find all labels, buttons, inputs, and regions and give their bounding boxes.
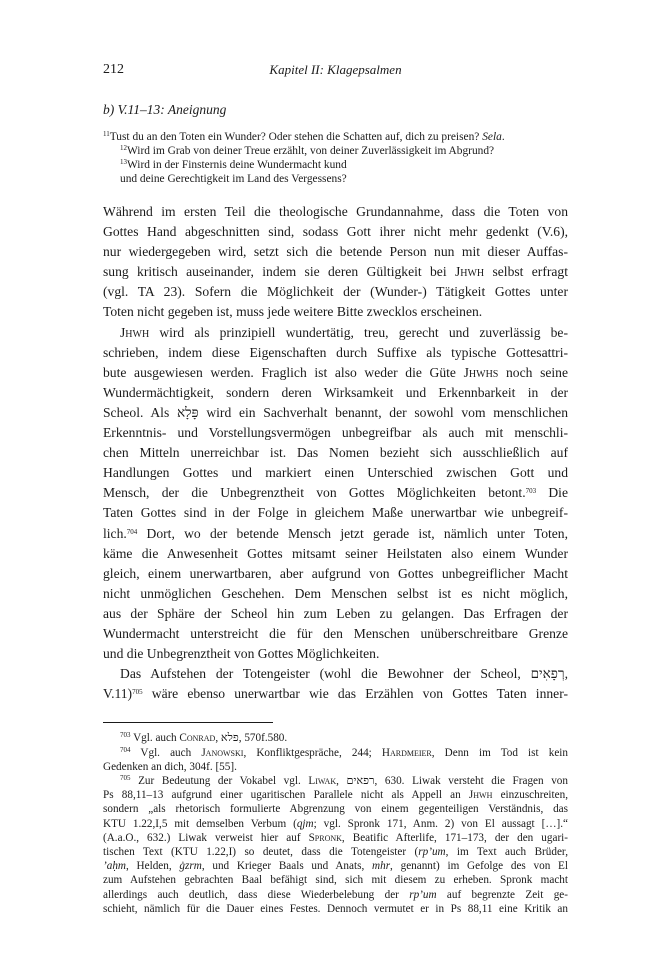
psalm-translation xyxy=(103,130,568,186)
running-head: Kapitel II: Klagepsalmen xyxy=(269,62,402,77)
footnote-ref[interactable]: 704 xyxy=(126,527,138,536)
page-number: 212 xyxy=(103,62,124,77)
footnote-ref[interactable]: 703 xyxy=(525,487,537,496)
page-header xyxy=(103,62,568,84)
page xyxy=(103,62,568,916)
translation-line: $^{12}$Wird im Grab von deiner Treue erzählt, von deiner Zuverlässigkeit im Abgrund? xyxy=(120,144,495,157)
footnote-704: $^{704}$ Vgl. auch Janowski, Konfliktgespräche, 244; Hardmeier, Denn im Tod ist kein Gedenken an dich, 304f. [55]. xyxy=(103,745,568,773)
hebrew-term: פָּלָא xyxy=(176,404,199,420)
section-heading: b) V.11–13: Aneignung xyxy=(103,102,227,117)
hebrew-term: רְפָאִים xyxy=(530,666,565,682)
paragraph-3: Das Aufstehen der Totengeister (wohl die Bewohner der Scheol, רְפָאִים, V.11)$^{705}$ wäre ebenso unerwartbar wie das Erzählen von Gottes Taten inner- xyxy=(103,666,568,702)
translation-line: $^{13}$Wird in der Finsternis deine Wundermacht kund xyxy=(120,158,347,171)
translation-line: und deine Gerechtigkeit im Land des Vergessens? xyxy=(120,173,347,185)
paragraph-2: Jhwh wird als prinzipiell wundertätig, treu, gerecht und zuverlässig be- schrieben, indem diese Eigenschaften durch Suffixe als typische Gottesattri- bute ausgewiesen werden. Fraglich ist also weder die Güte Jhwhs noch seine Wundermächtigkeit, sondern deren Wirksamkeit und Erkennbarkeit in der Scheol. Als פָּלָא wird ein Sachverhalt benannt, der sowohl vom menschlichen Erkenntnis- und Vorstellungsvermögen unbegreifbar als auch mit menschli- chen Mitteln unerreichbar ist. Das Nomen bezieht sich ausschließlich auf Handlungen Gottes und markiert einen Unterschied zwischen Gott und Mensch, der die Unbegrenztheit von Gottes Möglichkeiten betont.$^{703}$ Die Taten Gottes sind in der Folge in gleichem Maße unerwartbar wie unbegreif- lich.$^{704}$ Dort, wo der betende Mensch jetzt gerade ist, nämlich unter Toten, käme die Anwesenheit Gottes mitsamt seiner Heilstaten also einem Wunder gleich, einem unerwartbaren, aber aufgrund von Gottes unbegreiflicher Macht nicht unmöglichen Geschehen. Dem Menschen selbst ist es nicht möglich, aus der Sphäre der Scheol hin zum Leben zu gelangen. Das Erfragen der Wundermacht unterstreicht die für den Menschen unüberschreitbare Grenze und die Unbegrenztheit von Gottes Möglichkeiten. xyxy=(103,324,568,662)
footnote-705: $^{705}$ Zur Bedeutung der Vokabel vgl. Liwak, רפאים, 630. Liwak versteht die Fragen von Ps 88,11–13 aufgrund einer ugaritischen Parallele nicht als Appell an Jhwh einzuschreiten, sondern „als rhetorisch formulierte Abgrenzung von einem gegenteiligen Verständnis, das KTU 1.22,I,5 mit demselben Verbum (qjm; vgl. Spronk 171, Anm. 2) von El aussagt […].“ (A.a.O., 632.) Liwak verweist hier auf Spronk, Beatific Afterlife, 171–173, der den ugari- tischen Text (KTU 1.22,I) so deutet, dass die Totengeister (rp’um, im Text auch Brüder, ’aḥm, Helden, ġzrm, und Krieger Baals und Anats, mhr, genannt) im Gefolge des von El zum Aufstehen gebrachten Baal befähigt sind, sich mit diesem zu erheben. Spronk macht allerdings auch deutlich, dass diese Wiederbelebung der rp’um auf begrenzte Zeit ge- schieht, nämlich für die Dauer eines Festes. Dennoch vermutet er in Ps 88,11 eine Kritik an xyxy=(103,773,568,915)
translation-line: $^{11}$Tust du an den Toten ein Wunder? Oder stehen die Schatten auf, dich zu preisen? Sela. xyxy=(103,130,505,143)
footnote-ref[interactable]: 705 xyxy=(132,688,143,697)
body-text xyxy=(103,202,568,704)
paragraph-1: Während im ersten Teil die theologische Grundannahme, dass die Toten von Gottes Hand abgeschnitten sind, sodass Gott ihrer nicht mehr gedenkt (V.6), nur wiedergegeben wird, setzt sich die betende Person nun mit dieser Auffas- sung kritisch auseinander, indem sie deren Gültigkeit bei Jhwh selbst erfragt (vgl. TA 23). Sofern die Möglichkeit der (Wunder-) Tätigkeit Gottes unter Toten nicht gegeben ist, muss jede weitere Bitte zwecklos erscheinen. xyxy=(103,204,568,320)
footnote-rule xyxy=(103,722,273,723)
footnotes xyxy=(103,731,568,916)
footnote-703: $^{703}$ Vgl. auch Conrad, פלא, 570f.580. xyxy=(120,731,288,745)
